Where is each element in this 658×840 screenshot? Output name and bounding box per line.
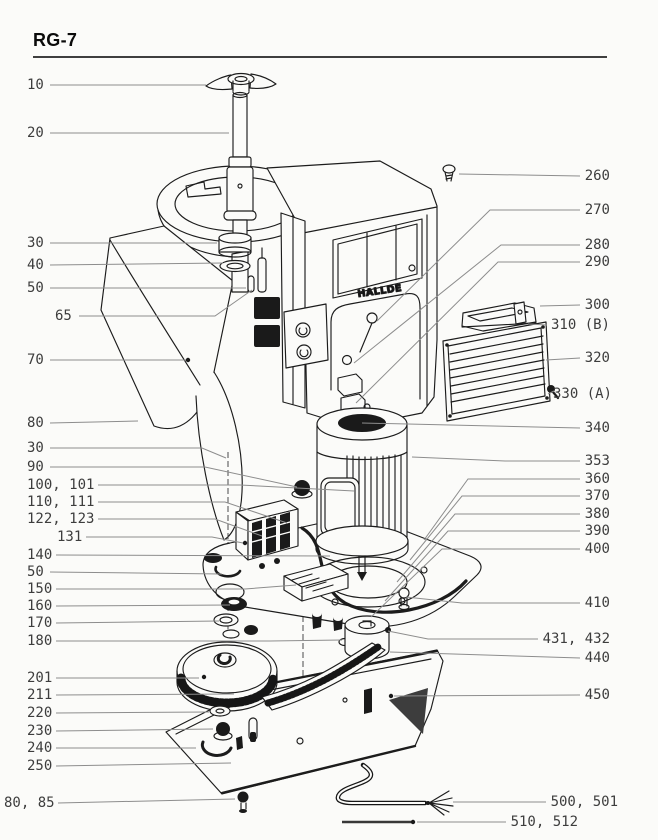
part-label-30: 30 — [27, 235, 44, 251]
part-label-201: 201 — [27, 670, 53, 686]
grille-part — [443, 322, 550, 421]
leader-line-260 — [459, 174, 580, 176]
part-label-230: 230 — [27, 723, 53, 739]
part-label-510-512: 510, 512 — [510, 814, 578, 830]
part-label-320: 320 — [584, 350, 610, 366]
part-label-30: 30 — [27, 440, 44, 456]
part-label-80-85: 80, 85 — [4, 795, 55, 811]
part-label-80: 80 — [27, 415, 44, 431]
part-label-250: 250 — [27, 758, 53, 774]
screw-260-part — [443, 165, 455, 181]
part-label-211: 211 — [27, 687, 53, 703]
leader-dot-201 — [202, 675, 206, 679]
part-label-90: 90 — [27, 459, 44, 475]
leader-line-80-85 — [58, 799, 235, 803]
leader-line-431-432 — [388, 631, 538, 639]
leader-line-160 — [56, 605, 230, 606]
blade-part — [206, 74, 276, 96]
part-label-70: 70 — [27, 352, 44, 368]
leader-line-131 — [86, 537, 243, 543]
part-label-310-B: 310 (B) — [550, 317, 610, 333]
part-label-10: 10 — [27, 77, 44, 93]
microswitch-upper — [254, 297, 280, 319]
part-label-140: 140 — [27, 547, 53, 563]
part-label-410: 410 — [584, 595, 610, 611]
part-label-330-A: 330 (A) — [552, 386, 612, 402]
leader-dot-510-512 — [411, 820, 415, 824]
leader-dot-450 — [389, 694, 393, 698]
leader-line-353 — [412, 457, 580, 461]
part-label-20: 20 — [27, 125, 44, 141]
part-label-122-123: 122, 123 — [27, 511, 95, 527]
leader-dot-70 — [186, 358, 190, 362]
part-label-100-101: 100, 101 — [27, 477, 95, 493]
leader-line-220 — [56, 712, 209, 713]
cable-part — [338, 765, 453, 815]
part-label-150: 150 — [27, 581, 53, 597]
part-label-160: 160 — [27, 598, 53, 614]
part-label-280: 280 — [584, 237, 610, 253]
part-label-390: 390 — [584, 523, 610, 539]
leader-line-80 — [50, 421, 138, 423]
microswitch-lower — [254, 325, 280, 347]
part-label-180: 180 — [27, 633, 53, 649]
part-label-65: 65 — [55, 308, 72, 324]
part-label-220: 220 — [27, 705, 53, 721]
brand-logo: HALLDE — [356, 282, 403, 300]
part-label-450: 450 — [584, 687, 610, 703]
leader-line-50 — [50, 572, 222, 574]
part-label-380: 380 — [584, 506, 610, 522]
part-label-440: 440 — [584, 650, 610, 666]
part-label-240: 240 — [27, 740, 53, 756]
chute-cover-part — [101, 226, 242, 540]
part-label-170: 170 — [27, 615, 53, 631]
part-label-290: 290 — [584, 254, 610, 270]
part-label-360: 360 — [584, 471, 610, 487]
part-label-50: 50 — [27, 280, 44, 296]
part-label-400: 400 — [584, 541, 610, 557]
part-label-353: 353 — [584, 453, 610, 469]
leader-line-180 — [56, 640, 342, 641]
part-label-260: 260 — [584, 168, 610, 184]
part-label-110-111: 110, 111 — [27, 494, 95, 510]
leader-dot-131 — [243, 541, 247, 545]
part-label-50: 50 — [27, 564, 44, 580]
part-label-370: 370 — [584, 488, 610, 504]
leader-line-320 — [546, 358, 580, 360]
part-label-40: 40 — [27, 257, 44, 273]
page-title: RG-7 — [33, 30, 78, 50]
bracket-310-part — [514, 302, 526, 324]
leader-line-30 — [50, 448, 226, 458]
part-label-340: 340 — [584, 420, 610, 436]
part-label-270: 270 — [584, 202, 610, 218]
part-label-131: 131 — [57, 529, 83, 545]
part-label-431-432: 431, 432 — [542, 631, 610, 647]
leader-line-300 — [540, 305, 580, 306]
leader-line-170 — [56, 621, 219, 623]
part-label-500-501: 500, 501 — [550, 794, 618, 810]
part-label-300: 300 — [584, 297, 610, 313]
